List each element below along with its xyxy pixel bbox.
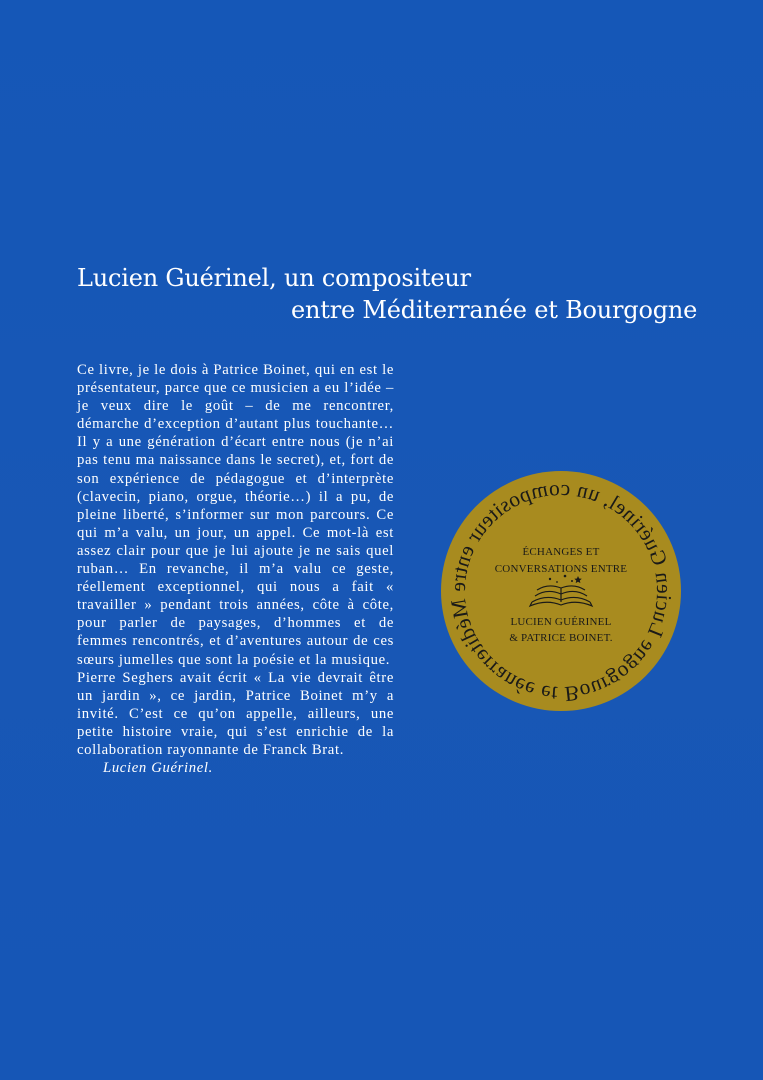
seal-line-3: LUCIEN GUÉRINEL	[510, 616, 612, 628]
blurb-paragraph-2: Pierre Seghers avait écrit « La vie devrait être un jardin », ce jardin, Patrice Boinet m’y a invité. C’est ce qu’on appelle, ailleurs, une petite histoire vraie, qui s’est enrichie de la collaboration rayonnante de Franck Brat.	[77, 669, 394, 758]
seal-graphic	[436, 466, 686, 716]
book-seal	[436, 466, 686, 716]
author-signature: Lucien Guérinel.	[103, 760, 213, 777]
seal-line-1: ÉCHANGES ET	[522, 546, 600, 558]
seal-ring-textpath: Lucien Guérinel, un compositeur entre Méditerranée et Bourgogne	[445, 475, 677, 707]
title-line-1: Lucien Guérinel, un compositeur	[77, 264, 471, 293]
book-title	[77, 262, 697, 326]
blurb-paragraph-1: Ce livre, je le dois à Patrice Boinet, qui en est le présentateur, parce que ce musicien a eu l’idée – je veux dire le goût – de me rencontrer, démarche d’exception d’autant plus touchante… Il y a une génération d’écart entre nous (je n’ai pas tenu ma naissance dans le secret), et, fort de son expérience de pédagogue et d’interprète (clavecin, piano, orgue, théorie…) il a pu, de pleine liberté, s’informer sur mon parcours. Ce qui m’a valu, un jour, un appel. Ce mot-là est assez clair pour que je lui ajoute je ne sais quel ruban… En revanche, il m’a valu ce geste, réellement exceptionnel, qui nous a fait « travailler » pendant trois années, côte à côte, pour parler de paysages, d’hommes et de femmes rencontrés, et d’aventures autour de ces sœurs jumelles que sont la poésie et la musique.	[77, 362, 394, 668]
blurb-text	[77, 361, 394, 777]
seal-line-4: & PATRICE BOINET.	[509, 632, 613, 644]
seal-line-2: CONVERSATIONS ENTRE	[494, 563, 628, 575]
title-line-2: entre Méditerranée et Bourgogne	[291, 296, 698, 325]
